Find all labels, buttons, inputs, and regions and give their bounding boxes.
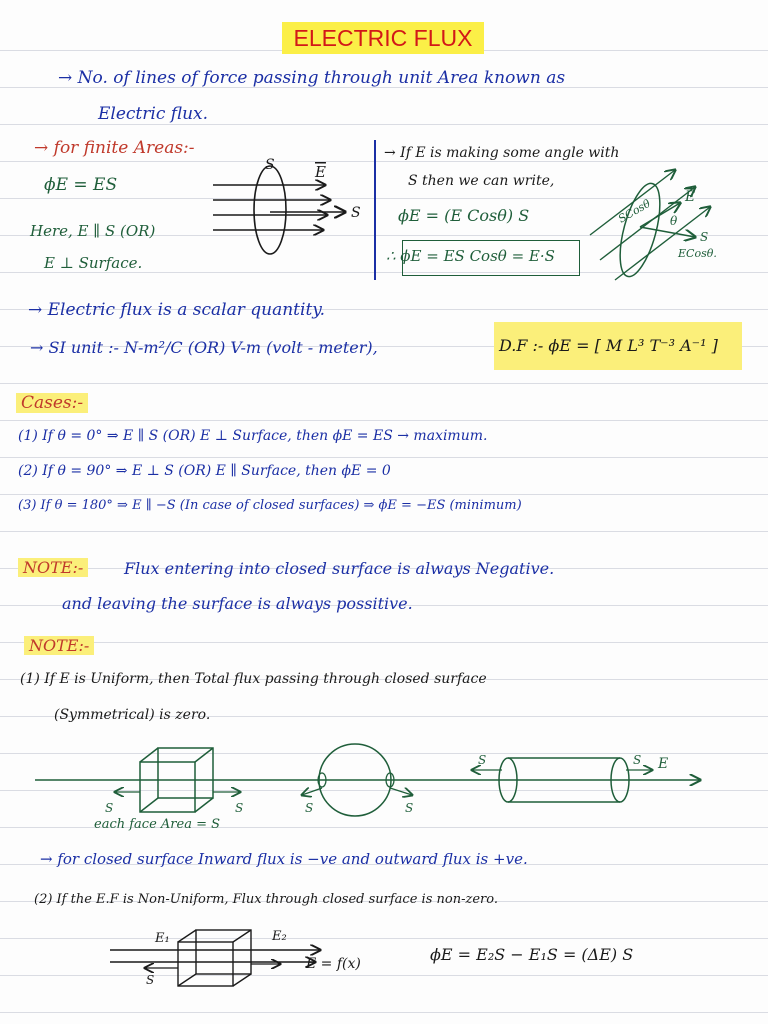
field-e-label: E (658, 756, 669, 772)
flat-surface-flux-figure (205, 155, 380, 265)
note-1-line-1: Flux entering into closed surface is always Negative. (124, 559, 555, 578)
e2-label: E₂ (272, 929, 287, 944)
boxed-formula: ∴ ϕE = ES Cosθ = E·S (386, 247, 555, 265)
cases-heading: Cases:- (16, 393, 88, 413)
ecos-label: ECosθ. (678, 247, 717, 260)
parallel-condition: Here, E ∥ S (OR) (30, 222, 156, 240)
theta-label: θ (670, 214, 678, 228)
flux-es-formula: ϕE = ES (44, 175, 118, 195)
cylinder-s-right: S (633, 753, 642, 767)
si-unit-line: → SI unit :- N-m²/C (OR) V-m (volt - meter), (30, 338, 378, 357)
case-3: (3) If θ = 180° ⇒ E ∥ −S (In case of closed surfaces) ⇒ ϕE = −ES (minimum) (18, 498, 522, 513)
page-title-box (282, 22, 484, 54)
angle-text-line-2: S then we can write, (408, 173, 555, 189)
dimensional-formula: D.F :- ϕE = [ M L³ T⁻³ A⁻¹ ] (494, 322, 742, 370)
cube-s-right: S (235, 801, 244, 815)
s-label: S (146, 973, 155, 987)
angle-text-line-1: → If E is making some angle with (384, 145, 620, 161)
surface-ellipse (254, 166, 286, 254)
sphere-s-left: S (305, 801, 314, 815)
closed-surface-rule: → for closed surface Inward flux is −ve and outward flux is +ve. (40, 850, 528, 868)
e1-label: E₁ (155, 931, 170, 946)
finite-areas-heading: → for finite Areas:- (34, 138, 195, 158)
scos-label: SCosθ (616, 196, 653, 226)
non-uniform-field-figure (100, 920, 390, 995)
page-title: ELECTRIC FLUX (293, 25, 473, 51)
e-fx-label: E = f(x) (306, 956, 361, 972)
field-line (590, 170, 675, 235)
case-2: (2) If θ = 90° ⇒ E ⊥ S (OR) E ∥ Surface, then ϕE = 0 (18, 463, 391, 479)
note-1-label: NOTE:- (18, 558, 88, 577)
note-2-label: NOTE:- (24, 636, 94, 655)
cube-s-left: S (105, 801, 114, 815)
note-1-line-2: and leaving the surface is always possitive. (62, 594, 413, 613)
note-2-item-2: (2) If the E.F is Non-Uniform, Flux through closed surface is non-zero. (34, 892, 498, 907)
note-2-item-1-line-2: (Symmetrical) is zero. (54, 707, 211, 723)
field-vector-label: E (315, 163, 326, 181)
flux-ecos-formula: ϕE = (E Cosθ) S (398, 206, 530, 225)
closed-surfaces-figure (30, 740, 710, 820)
surface-label: S (265, 157, 275, 173)
definition-line-2: Electric flux. (98, 104, 209, 124)
cylinder-s-left: S (478, 753, 487, 767)
perpendicular-condition: E ⊥ Surface. (44, 254, 143, 272)
sphere-outward-arrow (390, 788, 412, 795)
definition-line-1: → No. of lines of force passing through unit Area known as (58, 68, 566, 88)
note-2-item-1-line-1: (1) If E is Uniform, then Total flux passing through closed surface (20, 671, 487, 687)
case-1: (1) If θ = 0° ⇒ E ∥ S (OR) E ⊥ Surface, then ϕE = ES → maximum. (18, 428, 488, 444)
s-vector-arrow (640, 227, 695, 237)
angled-surface-figure (585, 165, 760, 285)
column-divider (374, 140, 376, 280)
scalar-quantity-line: → Electric flux is a scalar quantity. (28, 300, 326, 320)
sphere-inward-arrow (302, 788, 322, 795)
each-face-area-label: each face Area = S (94, 817, 221, 832)
s-vector-label: S (700, 230, 709, 244)
non-uniform-formula: ϕE = E₂S − E₁S = (ΔE) S (430, 945, 634, 964)
area-vector-label: S (351, 205, 361, 221)
sphere-s-right: S (405, 801, 414, 815)
cube-shape (178, 930, 251, 986)
e-vector-label: E (685, 189, 696, 205)
